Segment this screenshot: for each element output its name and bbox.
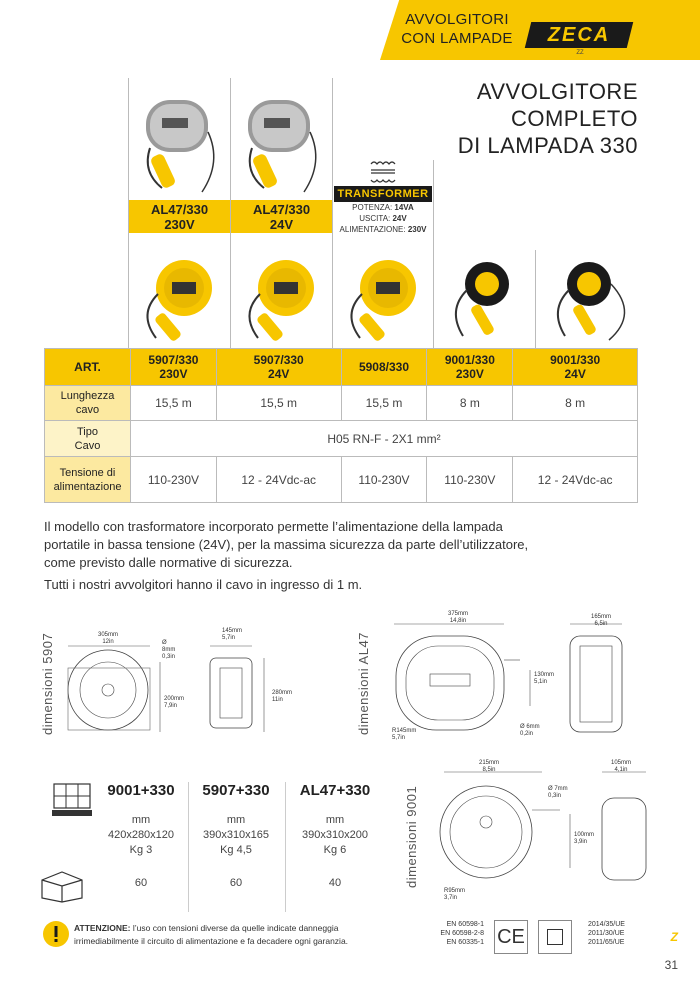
norms-list: EN 60598-1 EN 60598-2-8 EN 60335-1: [440, 921, 484, 946]
dim-9001-radius: R95mm 3,7in: [444, 888, 466, 901]
brand-name: ZECA: [547, 24, 611, 46]
art-header: ART.: [45, 349, 131, 386]
table-cell: 12 - 24Vdc-ac: [513, 457, 638, 503]
transformer-info: [334, 160, 432, 250]
dim-al47-depth: 165mm 6,5in: [590, 614, 611, 627]
dim-9001-width: 215mm 8,5in: [478, 760, 499, 773]
al47-230v-code: AL47/330: [150, 202, 209, 217]
box-icon: [38, 868, 86, 904]
grid-line: [535, 250, 536, 348]
dim-5907-height: 200mm 7,9in: [164, 696, 185, 709]
warning-icon: [42, 920, 70, 948]
section-title-line2: CON LAMPADE: [401, 30, 513, 47]
5907-230v-image: [132, 254, 228, 346]
grid-line: [433, 160, 434, 348]
warning-note: [40, 918, 410, 954]
page-title-line3: DI LAMPADA 330: [457, 133, 638, 158]
page-number: 31: [664, 958, 678, 972]
dim-9001-drawing: [430, 758, 670, 908]
dim-5907-width: 305mm 12in: [97, 632, 118, 645]
page-title-line1: AVVOLGITORE: [476, 79, 638, 104]
packaging-al47: AL47+330 mm 390x310x200 Kg 6 40: [299, 782, 371, 889]
dim-al47-radius: R145mm 5,7in: [392, 728, 417, 741]
packaging-5907: 5907+330 mm 390x310x165 Kg 4,5 60: [202, 782, 270, 889]
header: [0, 0, 700, 62]
table-row: [45, 386, 638, 421]
al47-230v-image: [132, 92, 228, 196]
table-row: [45, 457, 638, 503]
dim-5907-depth: 145mm 5,7in: [222, 628, 243, 641]
dim-al47-label: dimensioni AL47: [356, 632, 371, 735]
packaging-separator: [188, 782, 189, 912]
description-cable-note: Tutti i nostri avvolgitori hanno il cavo in ingresso di 1 m.: [44, 577, 363, 592]
5908-image: [336, 254, 432, 346]
transformer-supply: ALIMENTAZIONE: 230V: [339, 225, 427, 234]
al47-230v-voltage: 230V: [164, 217, 195, 232]
dim-5907-label: dimensioni 5907: [40, 632, 55, 735]
dim-al47-width: 375mm 14,8in: [447, 611, 468, 624]
al47-24v-code: AL47/330: [252, 202, 311, 217]
table-cell: 110-230V: [341, 457, 427, 503]
directives-list: 2014/35/UE 2011/30/UE 2011/65/UE: [588, 921, 625, 946]
table-cell: 15,5 m: [131, 386, 217, 421]
section-title-line1: AVVOLGITORI: [405, 11, 509, 28]
dim-5907-diameter: Ø 8mm 0,3in: [162, 640, 176, 660]
brand-mark-icon: Z: [670, 930, 678, 944]
brand-sub: ZZ: [576, 50, 584, 56]
table-cell: 15,5 m: [341, 386, 427, 421]
transformer-label: TRANSFORMER: [334, 186, 432, 202]
transformer-output: USCITA: 24V: [359, 214, 407, 223]
dim-al47-height: 130mm 5,1in: [534, 672, 555, 685]
table-cell: 12 - 24Vdc-ac: [216, 457, 341, 503]
dim-9001-depth: 105mm 4,1in: [610, 760, 631, 773]
dim-9001-diameter: Ø 7mm 0,3in: [548, 786, 568, 799]
al47-24v-image: [234, 92, 330, 196]
table-row: [45, 421, 638, 457]
dim-9001-label: dimensioni 9001: [404, 785, 419, 888]
spec-table: [44, 348, 638, 503]
col-header: 5908/330: [341, 349, 427, 386]
row-header-length: Lunghezza cavo: [45, 386, 131, 421]
transformer-power: POTENZA: 14VA: [352, 203, 414, 212]
ce-mark-icon: CE: [494, 920, 528, 954]
page-title-line2: COMPLETO: [510, 106, 638, 131]
col-header: 5907/330 230V: [131, 349, 217, 386]
double-insulation-icon: [538, 920, 572, 954]
table-cell: 8 m: [513, 386, 638, 421]
5907-24v-image: [234, 254, 330, 346]
al47-24v-voltage: 24V: [269, 217, 294, 232]
table-cell: 8 m: [427, 386, 513, 421]
col-header: 5907/330 24V: [216, 349, 341, 386]
al47-230v-label: [129, 200, 230, 233]
table-cell: 110-230V: [131, 457, 217, 503]
grid-line: [332, 78, 333, 348]
description-line: portatile in bassa tensione (24V), per la massima sicurezza da parte dell’utilizzatore,: [44, 537, 529, 552]
dim-5907-height2: 280mm 11in: [272, 690, 293, 703]
col-header: 9001/330 24V: [513, 349, 638, 386]
description-line: come previsto dalle normative di sicurezza.: [44, 555, 293, 570]
table-cell: 110-230V: [427, 457, 513, 503]
transformer-icon: [368, 160, 398, 184]
description-line: Il modello con trasformatore incorporato permette l’alimentazione della lampada: [44, 519, 503, 534]
table-cell: 15,5 m: [216, 386, 341, 421]
packaging-separator: [285, 782, 286, 912]
description-paragraph: [44, 518, 664, 572]
row-header-voltage: Tensione di alimentazione: [45, 457, 131, 503]
brand-logo: [525, 22, 633, 48]
dim-al47-diameter: Ø 6mm 0,2in: [520, 724, 540, 737]
9001-230v-image: [437, 254, 533, 346]
page-title: [458, 78, 638, 159]
pallet-icon: [50, 780, 96, 820]
table-cell-cable-type: H05 RN-F - 2X1 mm²: [131, 421, 638, 457]
dim-9001-height: 100mm 3,9in: [574, 832, 595, 845]
packaging-9001: 9001+330 mm 420x280x120 Kg 3 60: [107, 782, 175, 889]
warning-text: ATTENZIONE: l’uso con tensioni diverse da quelle indicate danneggia irrimediabilmente il circuito di alimentazione e fa decadere ogni garanzia.: [74, 923, 349, 946]
9001-24v-image: [539, 254, 635, 346]
col-header: 9001/330 230V: [427, 349, 513, 386]
table-header-row: [45, 349, 638, 386]
row-header-type: Tipo Cavo: [45, 421, 131, 457]
section-title: [392, 10, 522, 48]
al47-24v-label: [231, 200, 332, 233]
